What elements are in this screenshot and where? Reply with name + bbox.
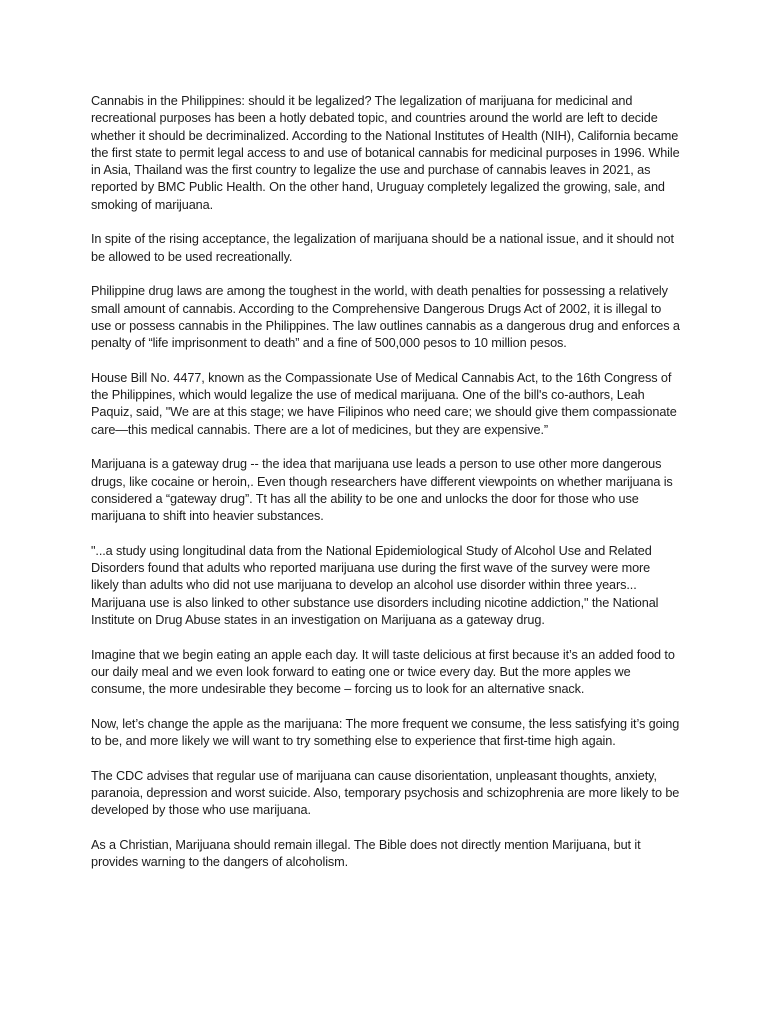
paragraph-apple-marijuana: Now, let’s change the apple as the marijuana: The more frequent we consume, the less satisfying it’s going to be, and more likely we will want to try something else to experience that first-time high again. [91, 716, 680, 748]
paragraph-thesis: In spite of the rising acceptance, the legalization of marijuana should be a national issue, and it should not be allowed to be used recreationally. [91, 232, 674, 264]
paragraph-cdc: The CDC advises that regular use of marijuana can cause disorientation, unpleasant thoughts, anxiety, paranoia, depression and worst suicide. Also, temporary psychosis and schizophrenia are more likely to be developed by those who use marijuana. [91, 768, 680, 818]
paragraph-apple-analogy: Imagine that we begin eating an apple each day. It will taste delicious at first because it’s an added food to our daily meal and we even look forward to eating one or twice every day. But the more apples we consume, the more undesirable they become – forcing us to look for an alternative snack. [91, 647, 675, 697]
paragraph-gateway-drug: Marijuana is a gateway drug -- the idea that marijuana use leads a person to use other more dangerous drugs, like cocaine or heroin,. Even though researchers have different viewpoints on whether marijuana is considered a “gateway drug”. Tt has all the ability to be one and unlocks the door for those who use marijuana to shift into heavier substances. [91, 457, 673, 524]
paragraph-intro: Cannabis in the Philippines: should it be legalized? The legalization of marijuana for medicinal and recreational purposes has been a hotly debated topic, and countries around the world are left to decide whether it should be decriminalized. According to the National Institutes of Health (NIH), California became the first state to permit legal access to and use of botanical cannabis for medicinal purposes in 1996. While in Asia, Thailand was the first country to legalize the use and purchase of cannabis leaves in 2021, as reported by BMC Public Health. On the other hand, Uruguay completely legalized the growing, sale, and smoking of marijuana. [91, 94, 680, 212]
paragraph-christian: As a Christian, Marijuana should remain illegal. The Bible does not directly mention Marijuana, but it provides warning to the dangers of alcoholism. [91, 837, 641, 870]
paragraph-quote-study: "...a study using longitudinal data from the National Epidemiological Study of Alcohol Use and Related Disorders found that adults who reported marijuana use during the first wave of the survey were more likely than adults who did not use marijuana to develop an alcohol use disorder within three years... Marijuana use is also linked to other substance use disorders including nicotine addiction," the National Institute on Drug Abuse states in an investigation on Marijuana as a gateway drug. [91, 543, 659, 627]
paragraph-house-bill: House Bill No. 4477, known as the Compassionate Use of Medical Cannabis Act, to the 16th Congress of the Philippines, which would legalize the use of medical marijuana. One of the bill's co-authors, Leah Paquiz, said, "We are at this stage; we have Filipinos who need care; we should give them compassionate care—this medical cannabis. There are a lot of medicines, but they are expensive.” [91, 370, 677, 437]
paragraph-drug-laws: Philippine drug laws are among the toughest in the world, with death penalties for possessing a relatively small amount of cannabis. According to the Comprehensive Dangerous Drugs Act of 2002, it is illegal to use or possess cannabis in the Philippines. The law outlines cannabis as a dangerous drug and enforces a penalty of “life imprisonment to death” and a fine of 500,000 pesos to 10 million pesos. [91, 284, 680, 351]
document-body [91, 93, 681, 889]
